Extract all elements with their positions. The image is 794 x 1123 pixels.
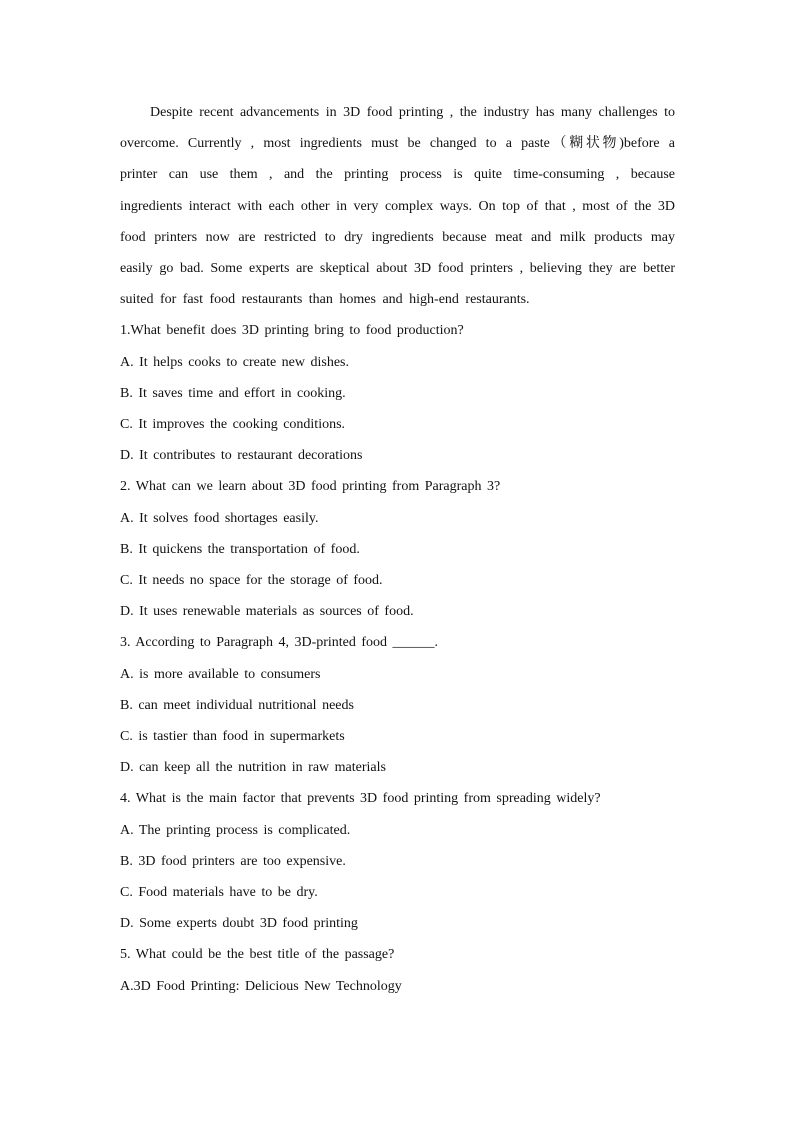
question-1-stem: 1.What benefit does 3D printing bring to food production?: [120, 323, 464, 339]
question-2-option-c: C. It needs no space for the storage of food.: [120, 573, 383, 589]
document-content: [120, 97, 675, 1002]
question-1-option-d: D. It contributes to restaurant decorations: [120, 448, 363, 464]
question-3-option-a: A. is more available to consumers: [120, 666, 321, 682]
question-5-stem: 5. What could be the best title of the passage?: [120, 947, 395, 963]
question-2-stem: 2. What can we learn about 3D food printing from Paragraph 3?: [120, 479, 501, 495]
question-4-option-d: D. Some experts doubt 3D food printing: [120, 916, 358, 932]
question-1-option-c: C. It improves the cooking conditions.: [120, 417, 346, 433]
question-1-option-b: B. It saves time and effort in cooking.: [120, 385, 346, 401]
question-2-option-d: D. It uses renewable materials as sources of food.: [120, 604, 414, 620]
question-3-option-c: C. is tastier than food in supermarkets: [120, 729, 345, 745]
passage-paragraph: Despite recent advancements in 3D food printing , the industry has many challenges to overcome. Currently , most ingredients must be changed to a paste（糊状物)before a printer can use them , and the printing process is quite time-consuming , because ingredients interact with each other in very complex ways. On top of that , most of the 3D food printers now are restricted to dry ingredients because meat and milk products may easily go bad. Some experts are skeptical about 3D food printers , believing they are better suited for fast food restaurants than homes and high-end restaurants.: [120, 105, 675, 308]
question-2-option-a: A. It solves food shortages easily.: [120, 510, 319, 526]
question-5-option-a: A.3D Food Printing: Delicious New Technology: [120, 978, 402, 994]
question-1-option-a: A. It helps cooks to create new dishes.: [120, 354, 349, 370]
question-4-option-a: A. The printing process is complicated.: [120, 822, 351, 838]
question-4-option-b: B. 3D food printers are too expensive.: [120, 853, 346, 869]
question-4-option-c: C. Food materials have to be dry.: [120, 885, 318, 901]
question-3-stem: 3. According to Paragraph 4, 3D-printed food ______.: [120, 635, 439, 651]
question-3-option-b: B. can meet individual nutritional needs: [120, 697, 354, 713]
question-4-stem: 4. What is the main factor that prevents 3D food printing from spreading widely?: [120, 791, 601, 807]
question-3-option-d: D. can keep all the nutrition in raw materials: [120, 760, 386, 776]
question-2-option-b: B. It quickens the transportation of food.: [120, 541, 360, 557]
